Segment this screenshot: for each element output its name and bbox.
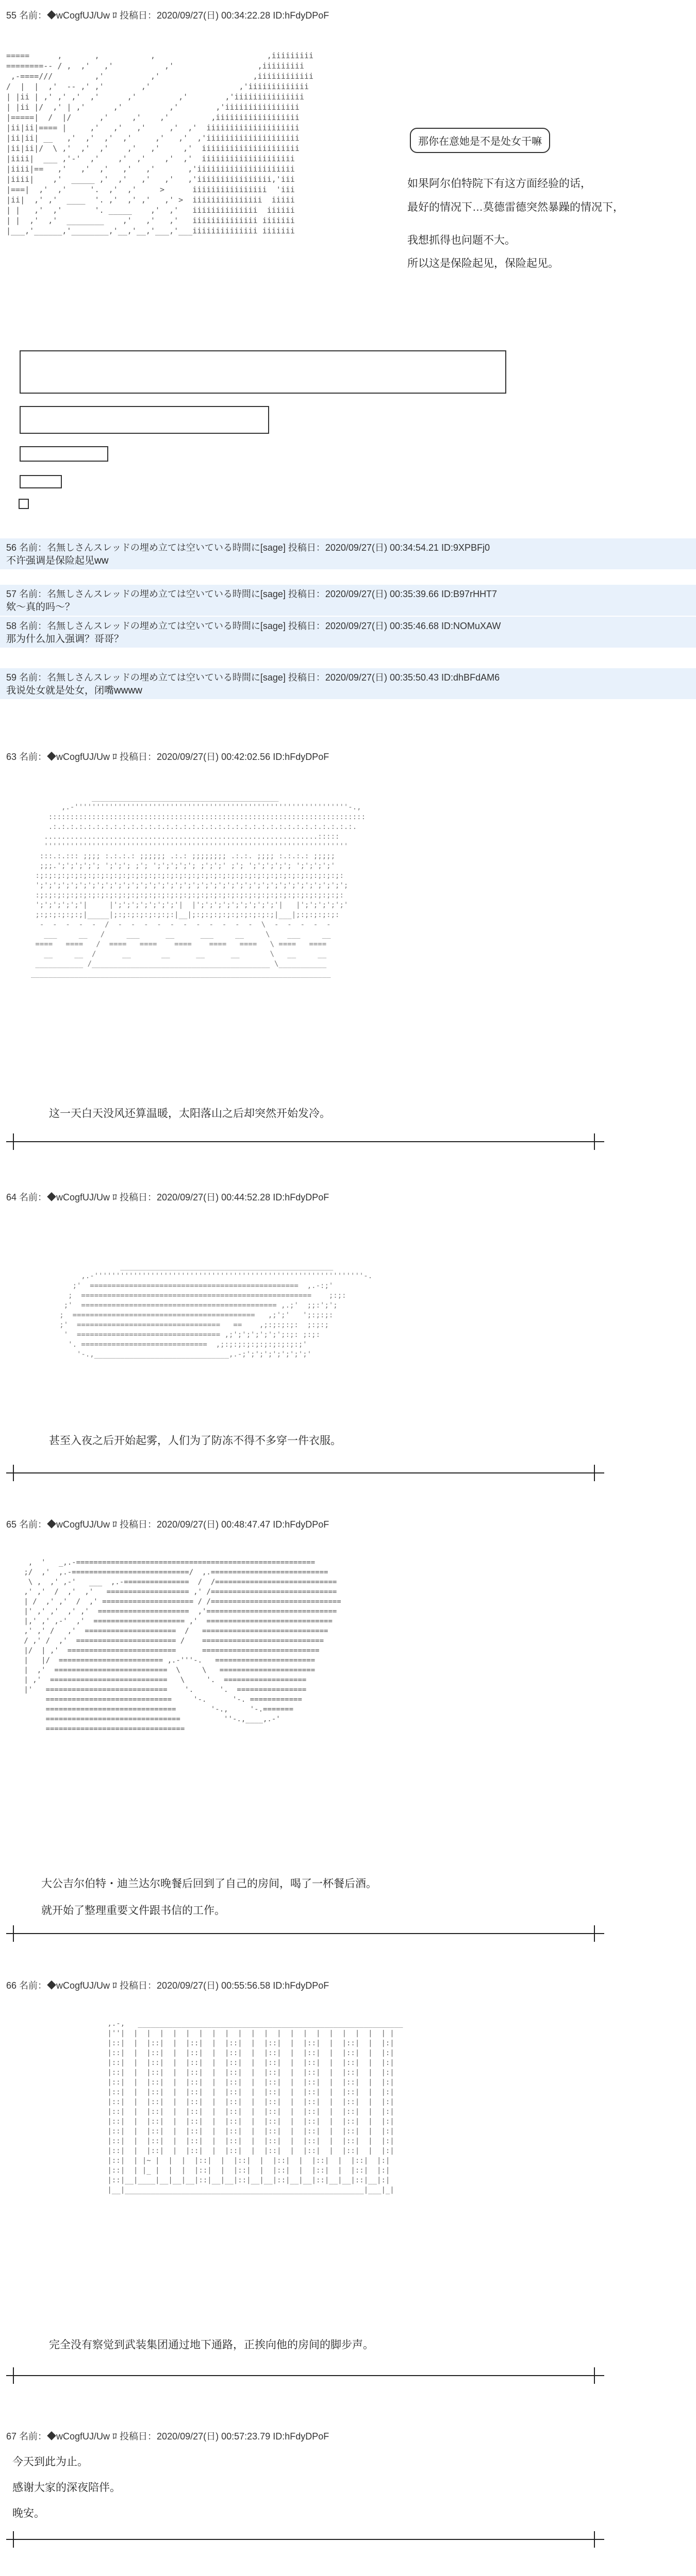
empty-frame bbox=[20, 350, 506, 394]
ascii-art: ,.-, _____________________________________________________________ |''| | | | | | | | | | | | | | | | | | | | | | |::| | |::| | |::| | |::| | |::| | |::| | |::| | |:| |::| | |::| | |::| | |::| | |::| | |::| | |::| | |:| |::| | |::| | |::| | |::| | |::| | |::| | |::| | |:| |::| | |::| | |::| | |::| | |::| | |::| | |::| | |:| |::| | |::| | |::| | |::| | |::| | |::| | |::| | |:| |::| | |::| | |::| | |::| | |::| | |::| | |::| | |:| |::| | |::| | |::| | |::| | |::| | |::| | |::| | |:| |::| | |::| | |::| | |::| | |::| | |::| | |::| | |:| |::| | |::| | |::| | |::| | |::| | |::| | |::| | |:| |::| | |::| | |::| | |::| | |::| | |::| | |::| | |:| |::| | |::| | |::| | |::| | |::| | |::| | |::| | |:| |::| | |::| | |::| | |::| | |::| | |::| | |::| | |:| |::| | |~ | | | |::| | |::| | |::| | |::| | |::| |:| |::| | |_ | | | |::| | |::| | |::| | |::| | |::| |:| |::|__|____|__|__|__|::|__|__|::|__|__|::|__|__|::|__|__|::|__|:| |__|_______________________________________________________|___|_| bbox=[107, 2020, 403, 2194]
empty-frame bbox=[19, 499, 29, 509]
reply-post bbox=[0, 668, 696, 699]
post-line: 所以这是保险起见，保险起见。 bbox=[407, 258, 559, 269]
post-header: 67 名前：◆wCogfUJ/Uw ﾛ 投稿日：2020/09/27(日) 00:57:23.79 ID:hFdyDPoF bbox=[6, 2431, 329, 2442]
post-line: 晚安。 bbox=[12, 2507, 45, 2519]
speech-bubble: 那你在意她是不是处女干嘛 bbox=[410, 128, 550, 153]
post-text: 完全没有察觉到武装集团通过地下通路，正挨向他的房间的脚步声。 bbox=[49, 2339, 374, 2351]
post-text: 甚至入夜之后开始起雾，人们为了防冻不得不多穿一件衣服。 bbox=[49, 1435, 341, 1447]
divider-line bbox=[6, 1472, 604, 1473]
post-header: 55 名前：◆wCogfUJ/Uw ﾛ 投稿日：2020/09/27(日) 00:34:22.28 ID:hFdyDPoF bbox=[6, 10, 329, 21]
post-header: 66 名前：◆wCogfUJ/Uw ﾛ 投稿日：2020/09/27(日) 00:55:56.58 ID:hFdyDPoF bbox=[6, 1980, 329, 1991]
ascii-art: ===== , , , ,iiiiiiiii ========-- / , ,' ,' ,' ,iiiiiiiii ,-====/// ,' ,' ,iiiiiiiiiiii / | | ,' -- ,' ,' ,' ,'iiiiiiiiiiiii | |ii | ,' ,' ,' ,' ,' ,' ,'iiiiiiiiiiiiiii | |ii |/ ,' | ,' ,' ,' ,'iiiiiiiiiiiiiiii |=====| / |/ ,' ,' ,' ,iiiiiiiiiiiiiiiiii |ii|ii|==== | ,' ,' ,' ,' ,' iiiiiiiiiiiiiiiiiiii |ii|ii| __ ,' ,' ,' ,' ,' ,' ,'iiiiiiiiiiiiiiiiiiii |ii|ii|/ \ ,' ,' ,' ,' ,' ,' iiiiiiiiiiiiiiiiiiiii |iiii| ___ ,'-' ,' ,' ,' ,' ,' iiiiiiiiiiiiiiiiiiii |iiii|== ,' ,' ,' ,' ,' ,'iiiiiiiiiiiiiiiiiiiii |iiii| ,' _____ ,' ,' ,' ,' ,'iiiiiiiiiiiiiiii,'iii |===| ,' ,' '. ,' ,' > iiiiiiiiiiiiiiii 'iii |ii| ,' ,' ____ '. ,' ,' ,' ,' > iiiiiiiiiiiiiii iiiii | | ,' ,' '. _____ ,' ,' iiiiiiiiiiiiii iiiiii | | ,' ,' ________ ,' ,' ,' iiiiiiiiiiiiii iiiiiii |___,'______,'________,'__,'__,'___,'___iiiiiiiiiiiiii iiiiiii bbox=[6, 51, 314, 235]
post-text: 这一天白天没风还算温暖，太阳落山之后却突然开始发冷。 bbox=[49, 1108, 330, 1120]
post-header: 58 名前：名無しさんスレッドの埋め立ては空いている時間に[sage] 投稿日：2020/09/27(日) 00:35:46.68 ID:NOMuXAW bbox=[6, 621, 501, 631]
divider-tick bbox=[13, 2367, 14, 2384]
divider-line bbox=[6, 2375, 604, 2376]
post-line: 最好的情况下…莫德雷德突然暴躁的情况下， bbox=[407, 201, 624, 213]
ascii-art: _________________________________________________ ,.-''''''''''''''''''''''''''''''''''''''''''''''''''''''''''''''-. ;' ================================================ ,.-:;' ; ===================================================== ;:;: ;' ============================================= ,.;' ;;:';'; ; ========================================== ,;';' ';:;:;: ;' ================================= == ,;:;:;:;: ;:;:; ' ================================= ,;';';';';';';:;: ;:;: '. ============================= ,;:;:;:;:;:;:;:;:;:;' '-.,_______________________________,.-;';';';';';';';' bbox=[59, 1262, 373, 1359]
divider-tick bbox=[13, 2531, 14, 2548]
post-header: 57 名前：名無しさんスレッドの埋め立ては空いている時間に[sage] 投稿日：2020/09/27(日) 00:35:39.66 ID:B97rHHT7 bbox=[6, 589, 498, 599]
divider-tick bbox=[13, 1133, 14, 1150]
divider-tick bbox=[13, 1925, 14, 1942]
divider-line bbox=[6, 2539, 604, 2540]
divider-tick bbox=[594, 2531, 595, 2548]
divider-tick bbox=[594, 1133, 595, 1150]
post-header: 56 名前：名無しさんスレッドの埋め立ては空いている時間に[sage] 投稿日：2020/09/27(日) 00:34:54.21 ID:9XPBFj0 bbox=[6, 543, 490, 553]
reply-post bbox=[0, 585, 696, 616]
post-text: 欸～真的吗～？ bbox=[6, 602, 75, 613]
post-line: 今天到此为止。 bbox=[12, 2456, 88, 2468]
post-header: 59 名前：名無しさんスレッドの埋め立ては空いている時間に[sage] 投稿日：2020/09/27(日) 00:35:50.43 ID:dhBFdAM6 bbox=[6, 672, 500, 683]
post-text: 那为什么加入强调？哥哥？ bbox=[6, 634, 124, 645]
post-line: 就开始了整理重要文件跟书信的工作。 bbox=[41, 1905, 225, 1917]
empty-frame bbox=[20, 406, 269, 434]
empty-frame bbox=[20, 446, 108, 462]
divider-line bbox=[6, 1933, 604, 1934]
ascii-art: ___________________________________________ ,.-'''''''''''''''''''''''''''''''''''''''''''''''''''''''''''''''-., ::::::::::::::::::::::::::::::::::::::::::::::::::::::::::::::::::::::::: .:.:.:.:.:.:.:.:.:.:.:.:.:.:.:.:.:.:.:.:.:.:.:.:.:.:.:.:.:.:.:.:.:.:.:. ...............................................................::::: '''''''''''''''''''''''''''''''''''''''''''''''''''''''''''''''''''''' :::.:.::: ;;;; :.:.:.: ;;;;;; .:.: ;;;;;;;; .:.:. ;;;; :.:.:.: ;;;;; ;;;.';';';';'; ';';'; ;'; ';';';';'; ;';';' ;'; ';';';';'; ';';';';' :;:;:;:;:;:;:;:;:;:;:;:;:;:;:;:;:;:;:;:;:;:;:;:;:;:;:;:;:;:;:;:;:;:;:;: ';';';';';';';';';';';';';';';';';';';';';';';';';';';';';';';';';';';'; :;:;:;:;:;:;:;:;:;:;:;:;:;:;:;:;:;:;:;:;:;:;:;:;:;:;:;:;:;:;:;:;:;:;:;: ';';';';';'| |';';';';';';';'| |';';';';';';';';';'| |';';';';';' ;:;:;:;:;:;|_____|;:;:;:;:;:;:;:|__|;:;:;:;:;:;:;:;:;:;|___|;:;:;:;:;: - - - - - / - - - - - - - - - - - \ - - - - - ___ __ / ___ __ ___ __ \ ___ __ ==== ==== / ==== ==== ==== ==== ==== \ ==== ==== __ __ / __ __ __ __ \ __ __ ___________ /_________________________________________ \___________ _____________________________________________________________________ bbox=[31, 793, 366, 978]
post-header: 65 名前：◆wCogfUJ/Uw ﾛ 投稿日：2020/09/27(日) 00:48:47.47 ID:hFdyDPoF bbox=[6, 1519, 329, 1530]
post-line: 大公吉尔伯特・迪兰达尔晚餐后回到了自己的房间，喝了一杯餐后酒。 bbox=[41, 1878, 377, 1890]
reply-post bbox=[0, 617, 696, 648]
divider-tick bbox=[594, 1925, 595, 1942]
post-header: 63 名前：◆wCogfUJ/Uw ﾛ 投稿日：2020/09/27(日) 00:42:02.56 ID:hFdyDPoF bbox=[6, 752, 329, 762]
post-text: 不许强调是保险起见ww bbox=[6, 555, 109, 566]
empty-frame bbox=[20, 475, 62, 488]
post-text: 我说处女就是处女，闭嘴wwww bbox=[6, 685, 142, 696]
divider-tick bbox=[13, 1465, 14, 1481]
post-line: 感谢大家的深夜陪伴。 bbox=[12, 2482, 121, 2494]
divider-line bbox=[6, 1141, 604, 1142]
divider-tick bbox=[594, 2367, 595, 2384]
post-header: 64 名前：◆wCogfUJ/Uw ﾛ 投稿日：2020/09/27(日) 00:44:52.28 ID:hFdyDPoF bbox=[6, 1192, 329, 1202]
post-line: 我想抓得也问题不大。 bbox=[407, 234, 516, 246]
post-line: 如果阿尔伯特院下有这方面经验的话， bbox=[407, 178, 591, 190]
divider-tick bbox=[594, 1465, 595, 1481]
ascii-art: , ' _,.-======================================================= ;/ ,' ,.-===========================/ ,.=========================== \ , ,' ,-' ___ ,.-=============== / /============================ ,' ,' / ,' ,' =================== ,' /============================= | / ,' ,' / ,' ===================== / /============================== |' ,' ,' ,' ,' ===================== ,'============================== |,' ,' ,-' ,' ===================== ,' ============================= ,' ,' / ,' ===================== / ============================= / ,' / ,' ======================= / ============================ |/ | ,' ========================= =========================== | |/ ======================== ,.-'''-. ======================= | ,' ========================== \ \ ====================== | ,' =========================== \ '. =================== |' ============================ '. '. ================ ============================= '-. '-. ============ ============================== '-., '-.======= =============================== ''-.,____,.-' ================================ bbox=[24, 1558, 341, 1733]
reply-post bbox=[0, 538, 696, 569]
